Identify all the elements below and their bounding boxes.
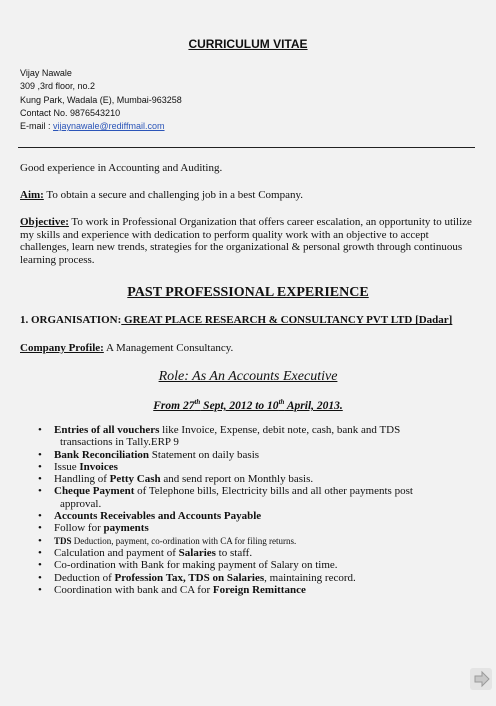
duty-text: Statement on daily basis xyxy=(149,448,260,461)
duty-text: Calculation and payment of xyxy=(54,546,179,559)
divider xyxy=(18,147,475,148)
duty-item xyxy=(54,584,496,596)
company-profile-text: A Management Consultancy. xyxy=(103,342,234,354)
duty-continuation: approval. xyxy=(60,497,102,510)
employment-dates xyxy=(0,398,496,412)
email-label: E-mail : xyxy=(20,121,54,132)
duty-text: , maintaining record. xyxy=(264,571,356,584)
duty-item xyxy=(54,559,496,571)
dates-sup-1: th xyxy=(194,398,201,406)
dates-middle: Sept, 2012 to 10 xyxy=(200,399,279,412)
duty-item xyxy=(54,424,496,449)
address-line-1: 309 ,3rd floor, no.2 xyxy=(20,81,96,92)
company-profile xyxy=(20,342,476,355)
address-line-2: Kung Park, Wadala (E), Mumbai-963258 xyxy=(20,94,182,105)
duty-text: Follow for xyxy=(54,522,104,535)
duty-item xyxy=(54,473,496,485)
duty-highlight: payments xyxy=(103,522,149,535)
duty-highlight: Bank Reconciliation xyxy=(54,448,150,461)
duty-text: Coordination with bank and CA for xyxy=(54,583,213,596)
candidate-name: Vijay Nawale xyxy=(20,68,72,78)
duty-item xyxy=(54,461,496,473)
duty-item xyxy=(54,535,496,547)
organisation-line xyxy=(20,314,452,326)
duty-text: of Telephone bills, Electricity bills and all other payments post xyxy=(134,485,413,498)
company-profile-label: Company Profile: xyxy=(20,342,104,354)
duty-text: like Invoice, Expense, debit note, cash, bank and TDS xyxy=(159,424,401,436)
aim-section xyxy=(20,189,476,202)
duty-highlight: Accounts Receivables and Accounts Payable xyxy=(54,510,262,523)
dates-to: April, 2013. xyxy=(284,399,343,412)
duty-text: Deduction of xyxy=(54,571,115,584)
objective-section xyxy=(20,216,476,266)
duty-item xyxy=(54,572,496,584)
aim-text: To obtain a secure and challenging job in a best Company. xyxy=(43,189,304,201)
duty-continuation: transactions in Tally.ERP 9 xyxy=(60,436,179,449)
duty-item xyxy=(54,510,496,522)
experience-heading: PAST PROFESSIONAL EXPERIENCE xyxy=(127,285,369,300)
duty-text: Issue xyxy=(54,460,80,473)
duty-text: to staff. xyxy=(215,546,253,559)
duty-item xyxy=(54,522,496,534)
role-heading: Role: As An Accounts Executive xyxy=(158,369,338,384)
duty-text: Deduction, payment, co-ordination with CA for filing returns. xyxy=(71,535,297,546)
dates-sup-2: th xyxy=(278,398,285,406)
duty-highlight: Cheque Payment xyxy=(54,485,135,498)
duties-list xyxy=(30,424,496,596)
email-link[interactable]: vijaynawale@rediffmail.com xyxy=(53,121,165,132)
objective-label: Objective: xyxy=(20,216,69,228)
intro-text: Good experience in Accounting and Auditing. xyxy=(20,162,223,174)
duty-highlight: Petty Cash xyxy=(109,473,161,486)
duty-item xyxy=(54,449,496,461)
duty-highlight: Entries of all vouchers xyxy=(54,424,160,436)
duty-highlight: Salaries xyxy=(178,546,216,559)
duty-text: and send report on Monthly basis. xyxy=(160,473,314,486)
duty-item xyxy=(54,485,496,510)
duty-highlight: Profession Tax, TDS on Salaries xyxy=(114,571,265,584)
duty-highlight: Foreign Remittance xyxy=(212,583,306,596)
duty-highlight: TDS xyxy=(54,535,72,546)
duty-text: Co-ordination with Bank for making payment of Salary on time. xyxy=(54,559,338,572)
phone-number: Contact No. 9876543210 xyxy=(20,107,121,118)
contact-block xyxy=(20,67,182,133)
organisation-name: GREAT PLACE RESEARCH & CONSULTANCY PVT LTD [Dadar] xyxy=(121,314,453,326)
organisation-label: 1. ORGANISATION: xyxy=(20,314,122,326)
email-line xyxy=(20,120,182,133)
dates-from: From 27 xyxy=(153,399,195,412)
document-title: CURRICULUM VITAE xyxy=(188,37,308,51)
objective-text: To work in Professional Organization that offers career escalation, an opportunity to utilize my skills and experience with dedication to perform quality work with an objective to accept challenges, learn new trends, strategies for the organizational & personal growth through continuous learning process. xyxy=(20,216,472,266)
aim-label: Aim: xyxy=(20,189,44,201)
duty-highlight: Invoices xyxy=(79,460,118,473)
arrow-right-icon[interactable] xyxy=(470,668,492,690)
duty-item xyxy=(54,547,496,559)
duty-text: Handling of xyxy=(54,473,110,486)
